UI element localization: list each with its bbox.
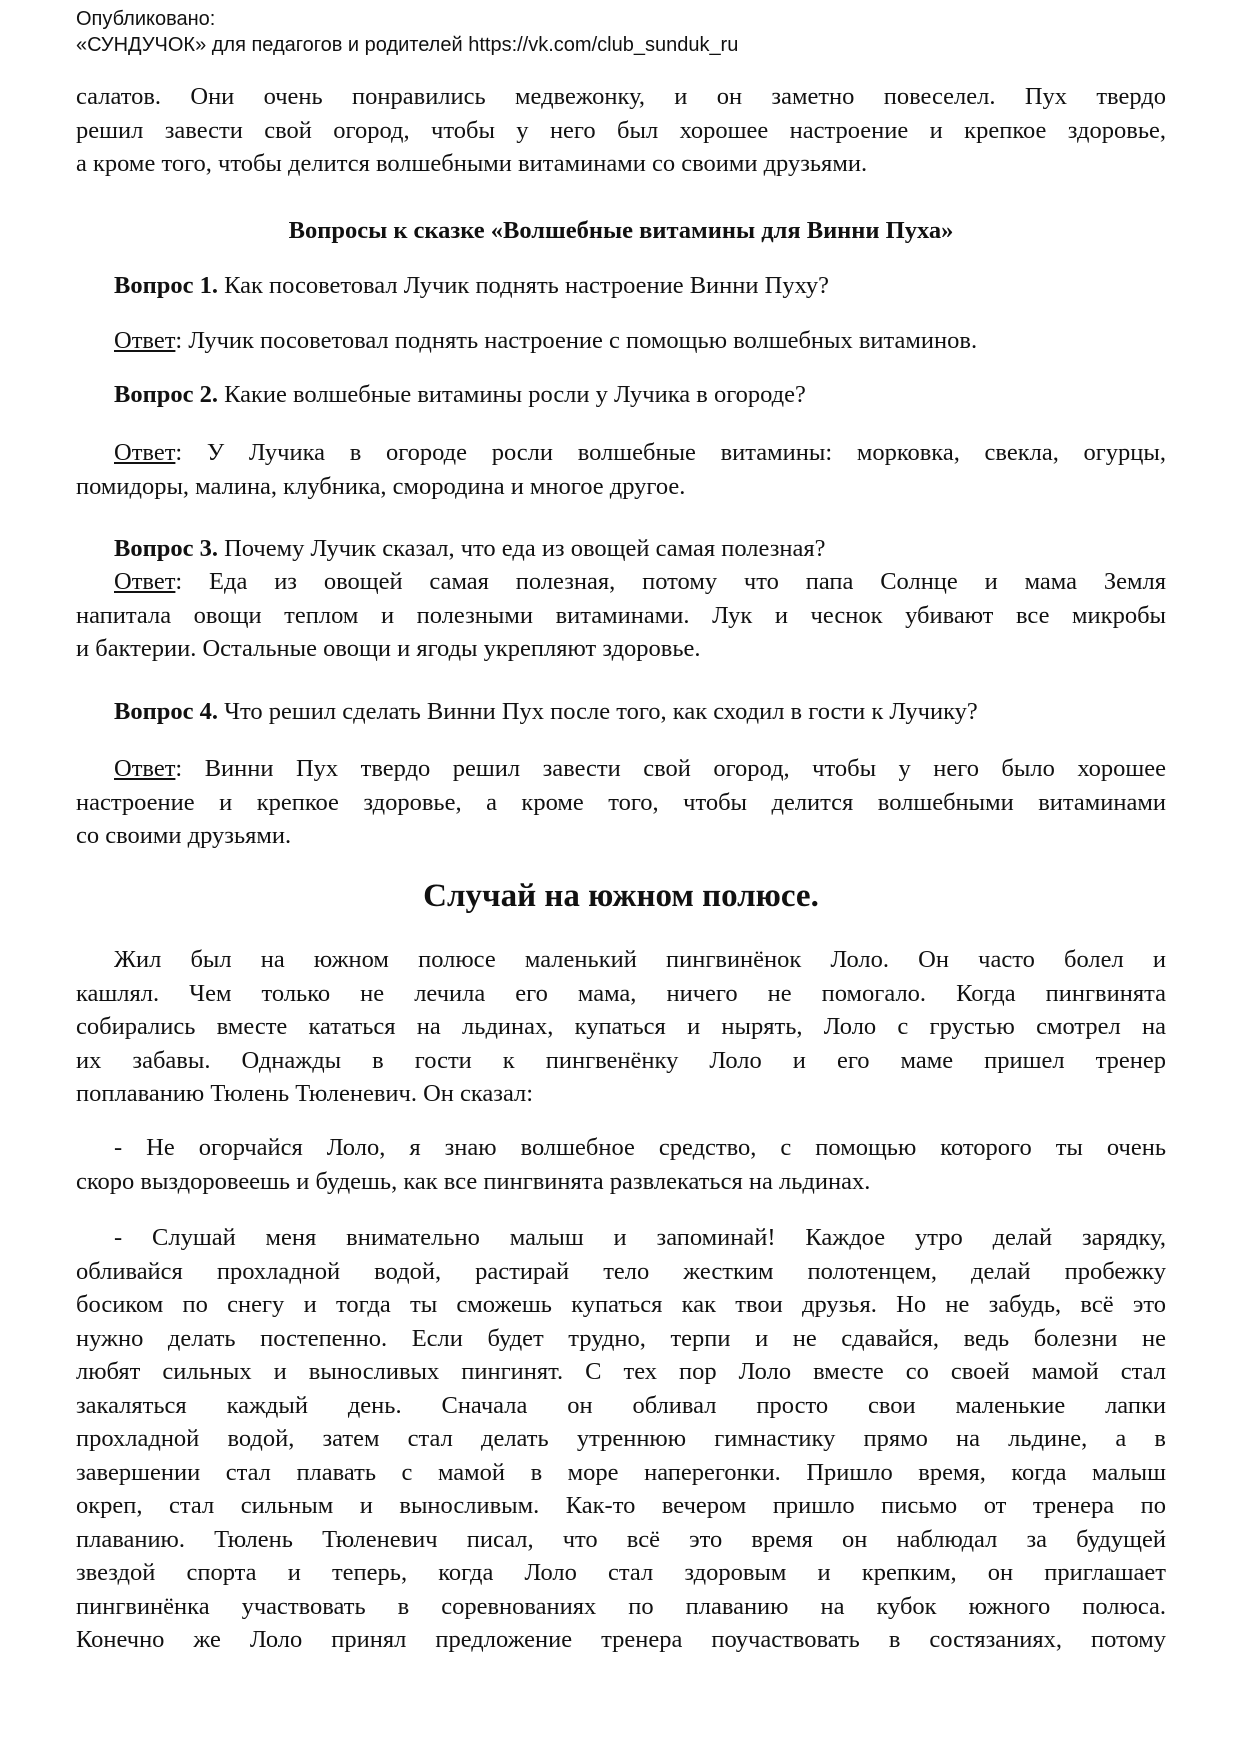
text-line: завершении стал плавать с мамой в море наперегонки. Пришло время, когда малыш [76, 1458, 1166, 1486]
answer-line [76, 565, 1166, 599]
story-paragraph-3 [76, 1221, 1166, 1657]
intro-paragraph [76, 80, 1166, 181]
question-text: Почему Лучик сказал, что еда из овощей самая полезная? [217, 535, 826, 562]
story-paragraph-1 [76, 943, 1166, 1111]
text-line: звездой спорта и теперь, когда Лоло стал здоровым и крепким, он приглашает [76, 1559, 1166, 1586]
question-1 [76, 269, 1166, 303]
text-line: - Слушай меня внимательно малыш и запоминай! Каждое утро делай зарядку, [114, 1224, 1166, 1251]
text-line: поплаванию Тюлень Тюленевич. Он сказал: [76, 1080, 534, 1107]
text-line: нужно делать постепенно. Если будет трудно, терпи и не сдавайся, ведь болезни не [76, 1324, 1166, 1352]
answer-label: Ответ [114, 327, 176, 354]
question-label: Вопрос 2. [114, 381, 218, 408]
text-line: окреп, стал сильным и выносливым. Как-то вечером пришло письмо от тренера по [76, 1492, 1166, 1519]
text-line: пингвинёнка участвовать в соревнованиях по плаванию на кубок южного полюса. [76, 1592, 1166, 1620]
answer-text: : Винни Пух твердо решил завести свой огород, чтобы у него было хорошее [175, 755, 1166, 782]
answer-label: Ответ [114, 439, 176, 466]
question-4 [76, 695, 1166, 729]
text-line: босиком по снегу и тогда ты сможешь купаться как твои друзья. Но не забудь, всё это [76, 1291, 1166, 1318]
text-line: скоро выздоровеешь и будешь, как все пингвинята развлекаться на льдинах. [76, 1167, 871, 1195]
question-text: Как посоветовал Лучик поднять настроение Винни Пуху? [217, 272, 830, 299]
answer-line [76, 436, 1166, 470]
answer-line: напитала овощи теплом и полезными витаминами. Лук и чеснок убивают все микробы [76, 601, 1166, 629]
answer-4 [76, 752, 1166, 853]
answer-text: : Еда из овощей самая полезная, потому что папа Солнце и мама Земля [175, 568, 1166, 595]
header-line-1: Опубликовано: [76, 8, 216, 30]
header-line-2: «СУНДУЧОК» для педагогов и родителей https://vk.com/club_sunduk_ru [76, 34, 739, 56]
question-label: Вопрос 3. [114, 535, 218, 562]
answer-label: Ответ [114, 568, 176, 595]
answer-line: и бактерии. Остальные овощи и ягоды укрепляют здоровье. [76, 635, 701, 662]
publication-header [76, 6, 738, 58]
text-line: кашлял. Чем только не лечила его мама, ничего не помогало. Когда пингвинята [76, 979, 1166, 1007]
text-line: салатов. Они очень понравились медвежонку, и он заметно повеселел. Пух твердо [76, 83, 1166, 110]
text-line: - Не огорчайся Лоло, я знаю волшебное средство, с помощью которого ты очень [114, 1134, 1166, 1161]
answer-line [76, 752, 1166, 786]
text-line: а кроме того, чтобы делится волшебными витаминами со своими друзьями. [76, 150, 868, 177]
answer-1 [76, 324, 1166, 358]
answer-2 [76, 436, 1166, 503]
text-line: закаляться каждый день. Сначала он обливал просто свои маленькие лапки [76, 1391, 1166, 1419]
answer-text: : У Лучика в огороде росли волшебные витамины: морковка, свекла, огурцы, [175, 439, 1166, 466]
question-text: Что решил сделать Винни Пух после того, как сходил в гости к Лучику? [217, 698, 978, 725]
questions-heading: Вопросы к сказке «Волшебные витамины для Винни Пуха» [288, 217, 954, 244]
answer-3 [76, 565, 1166, 666]
text-line: Жил был на южном полюсе маленький пингвинёнок Лоло. Он часто болел и [114, 946, 1166, 973]
text-line: Конечно же Лоло принял предложение тренера поучаствовать в состязаниях, потому [76, 1626, 1166, 1653]
text-line: прохладной водой, затем стал делать утреннюю гимнастику прямо на льдине, а в [76, 1425, 1166, 1452]
question-label: Вопрос 4. [114, 698, 218, 725]
answer-label: Ответ [114, 755, 176, 782]
answer-line: со своими друзьями. [76, 822, 292, 849]
question-2 [76, 378, 1166, 412]
answer-line: помидоры, малина, клубника, смородина и многое другое. [76, 472, 686, 500]
text-line: решил завести свой огород, чтобы у него был хорошее настроение и крепкое здоровье, [76, 116, 1166, 144]
answer-line: настроение и крепкое здоровье, а кроме того, чтобы делится волшебными витаминами [76, 788, 1166, 816]
story-paragraph-2 [76, 1131, 1166, 1198]
question-label: Вопрос 1. [114, 272, 218, 299]
question-3 [76, 532, 1166, 566]
question-text: Какие волшебные витамины росли у Лучика в огороде? [217, 381, 806, 408]
text-line: обливайся прохладной водой, растирай тело жестким полотенцем, делай пробежку [76, 1257, 1166, 1285]
text-line: плаванию. Тюлень Тюленевич писал, что всё это время он наблюдал за будущей [76, 1525, 1166, 1553]
text-line: их забавы. Однажды в гости к пингвенёнку Лоло и его маме пришел тренер [76, 1046, 1166, 1074]
answer-text: : Лучик посоветовал поднять настроение с помощью волшебных витаминов. [175, 327, 978, 354]
text-line: собирались вместе кататься на льдинах, купаться и нырять, Лоло с грустью смотрел на [76, 1013, 1166, 1040]
text-line: любят сильных и выносливых пингинят. С тех пор Лоло вместе со своей мамой стал [76, 1358, 1166, 1385]
story-title: Случай на южном полюсе. [423, 878, 819, 914]
